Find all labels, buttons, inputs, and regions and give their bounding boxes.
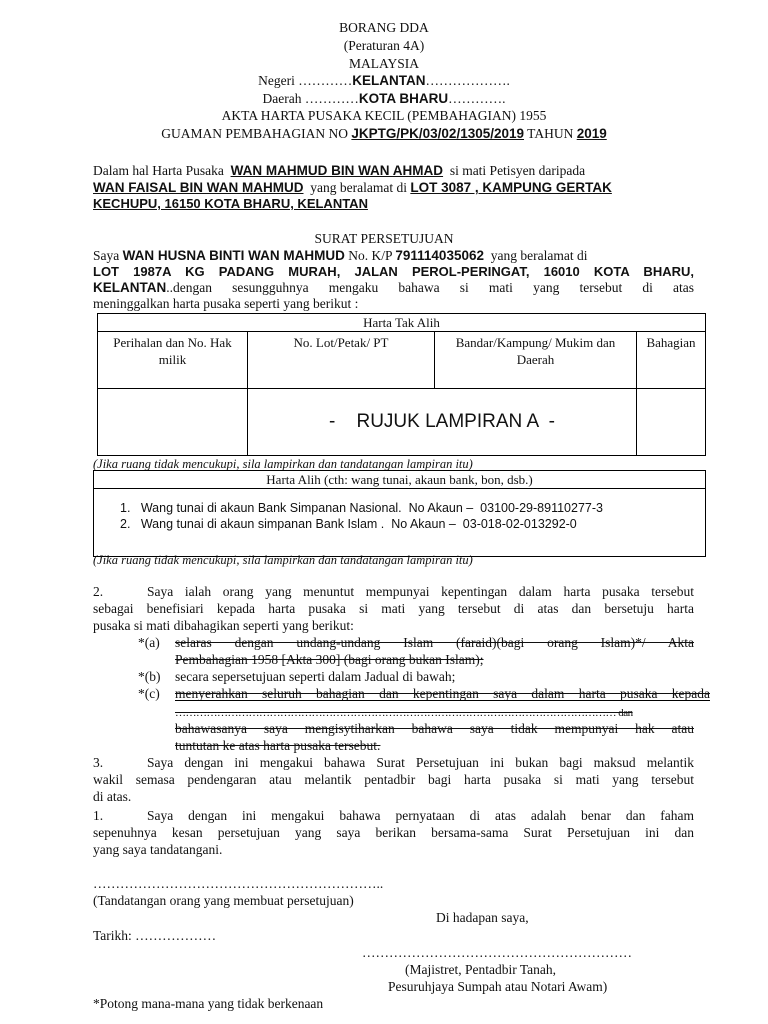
movable-note: (Jika ruang tidak mencukupi, sila lampirkan dan tandatangan lampiran itu) [93,553,473,567]
guaman-no: JKPTG/PK/03/02/1305/2019 [351,126,525,141]
guaman-label: GUAMAN PEMBAHAGIAN NO [161,126,349,141]
para3-line2: wakil semasa pendengaran atau melantik pentadbir bagi harta pusaka si mati yang tersebut [93,772,694,787]
option-c-label: *(c) [138,686,160,701]
consent-declaration: ..dengan sesungguhnya mengaku bahawa si mati yang tersebut di atas [166,280,694,295]
intro-line1 [93,163,585,179]
option-c-beneficiary-blank: ……………………………………………………………………………………………………………… dan [175,707,633,719]
date-field: Tarikh: ……………… [93,928,217,943]
lampiran-reference: - RUJUK LAMPIRAN A - [248,389,637,456]
petitioner-address-1: LOT 3087 , KAMPUNG GERTAK [410,180,612,195]
negeri-line [0,73,768,89]
para3-line3: di atas. [93,789,132,804]
signature-label: (Tandatangan orang yang membuat persetujuan) [93,893,354,908]
para2-line3: pusaka si mati dibahagikan seperti yang berikut: [93,618,354,633]
act-title: AKTA HARTA PUSAKA KECIL (PEMBAHAGIAN) 1955 [221,108,547,123]
col-location: Bandar/Kampung/ Mukim dan Daerah [435,332,637,389]
applicant-name: WAN HUSNA BINTI WAN MAHMUD [122,248,345,263]
list-item: 1. Wang tunai di akaun Bank Simpanan Nasional. No Akaun – 03100-29-89110277-3 [120,501,603,515]
movable-title: Harta Alih (cth: wang tunai, akaun bank, bon, dsb.) [94,471,706,489]
saya-label: Saya [93,248,120,263]
intro-addr-label: yang beralamat di [310,180,407,195]
immovable-note: (Jika ruang tidak mencukupi, sila lampirkan dan tandatangan lampiran itu) [93,457,473,471]
negeri-dots: ………………. [425,73,510,88]
option-a-line2: Pembahagian 1958 [Akta 300] (bagi orang bukan Islam); [175,652,484,667]
option-b-text: secara sepersetujuan seperti dalam Jadual di bawah; [175,669,456,684]
tahun-value: 2019 [576,126,607,141]
intro-line2 [93,180,612,196]
table-data-row [98,389,706,456]
daerah-label: Daerah ………… [262,91,359,106]
petitioner-address-2: KECHUPU, 16150 KOTA BHARU, KELANTAN [93,196,368,211]
para2-line1: Saya ialah orang yang menuntut mempunyai kepentingan dalam harta pusaka tersebut [147,584,694,599]
option-c-line2 [175,700,710,721]
para1b-num: 1. [93,808,104,823]
daerah-line [0,91,768,107]
col-share: Bahagian [637,332,706,389]
consent-heading: SURAT PERSETUJUAN [314,231,454,246]
option-c-line3: bahawasanya saya mengisytiharkan bahawa saya tidak mempunyai hak atau [175,721,694,736]
petitioner-name: WAN FAISAL BIN WAN MAHMUD [93,180,304,195]
para2-line2: sebagai benefisiari kepada harta pusaka si mati yang tersebut di atas dan bersetuju harta [93,601,694,616]
para1b-line2: sepenuhnya kesan persetujuan yang saya berikan bersama-sama Surat Persetujuan ini dan [93,825,694,840]
option-c-line1: menyerahkan seluruh bahagian dan kepentingan saya dalam harta pusaka kepada [175,686,710,701]
tahun-label: TAHUN [527,126,574,141]
option-c-line4: tuntutan ke atas harta pusaka tersebut. [175,738,381,753]
officer-signature-line: …………………………………………………… [362,945,632,960]
country: MALAYSIA [348,56,419,71]
officer-title-1: (Majistret, Pentadbir Tanah, [405,962,557,977]
regulation: (Peraturan 4A) [343,38,425,53]
immovable-title: Harta Tak Alih [98,314,706,332]
col-description: Perihalan dan No. Hak milik [98,332,248,389]
negeri-value: KELANTAN [352,73,426,88]
signature-line: ……………………………………………………….. [93,876,384,891]
guaman-line [0,126,768,142]
negeri-label: Negeri ………… [258,73,353,88]
para3-num: 3. [93,755,104,770]
movable-items [94,489,706,557]
intro-mid: si mati Petisyen daripada [449,163,586,178]
officer-title-2: Pesuruhjaya Sumpah atau Notari Awam) [388,979,608,994]
kp-label: No. K/P [348,248,392,263]
movable-property-table [93,470,706,557]
table-header-row [98,332,706,389]
form-title: BORANG DDA [339,20,429,35]
para1b-line1: Saya dengan ini mengakui bahawa pernyataan di atas adalah benar dan faham [147,808,694,823]
daerah-value: KOTA BHARU [358,91,449,106]
para3-line1: Saya dengan ini mengakui bahawa Surat Persetujuan ini bukan bagi maksud melantik [147,755,694,770]
option-a-line1: selaras dengan undang-undang Islam (faraid)(bagi orang Islam)*/ Akta [175,635,694,650]
deceased-name: WAN MAHMUD BIN WAN AHMAD [230,163,444,178]
before-me-label: Di hadapan saya, [436,910,529,925]
consent-line1 [93,248,587,264]
consent-addr-label: yang beralamat di [490,248,588,263]
footnote: *Potong mana-mana yang tidak berkenaan [93,996,324,1011]
col-lot: No. Lot/Petak/ PT [248,332,435,389]
applicant-address-1: LOT 1987A KG PADANG MURAH, JALAN PEROL-PERINGAT, 16010 KOTA BHARU, [93,264,694,279]
para1b-line3: yang saya tandatangani. [93,842,223,857]
kp-number: 791114035062 [395,248,484,263]
applicant-state: KELANTAN [93,280,167,295]
consent-line3 [93,280,694,296]
intro-prefix: Dalam hal Harta Pusaka [93,163,224,178]
consent-line4: meninggalkan harta pusaka seperti yang berikut : [93,296,359,311]
option-b-label: *(b) [138,669,161,684]
para2-num: 2. [93,584,104,599]
immovable-property-table [97,313,706,456]
option-a-label: *(a) [138,635,160,650]
daerah-dots: …………. [448,91,506,106]
table-title-row [98,314,706,332]
list-item: 2. Wang tunai di akaun simpanan Bank Islam . No Akaun – 03-018-02-013292-0 [120,517,577,531]
